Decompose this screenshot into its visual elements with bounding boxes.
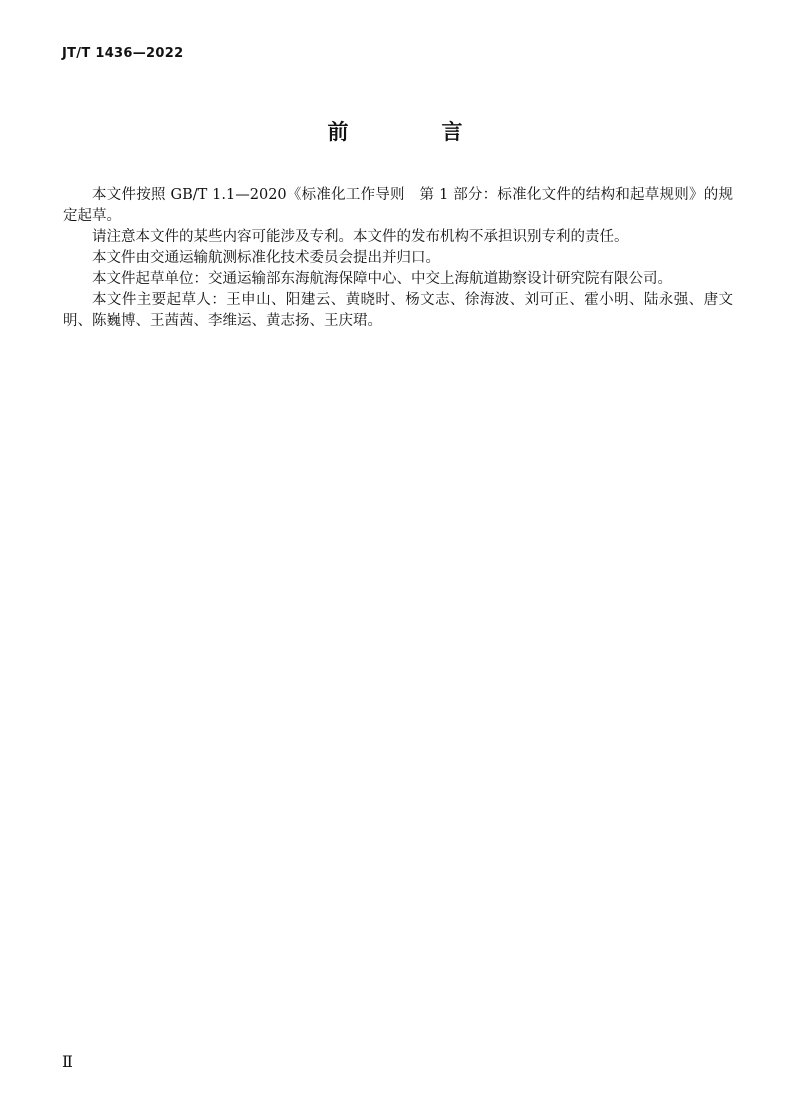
page-title: 前 言	[327, 120, 499, 144]
paragraph-drafters: 本文件主要起草人：王申山、阳建云、黄晓时、杨文志、徐海波、刘可正、霍小明、陆永强、唐文明、陈巍博、王茜茜、李维运、黄志扬、王庆珺。	[63, 292, 733, 329]
paragraph-proposer: 本文件由交通运输航测标准化技术委员会提出并归口。	[92, 250, 440, 266]
paragraph-drafting-rules: 本文件按照 GB/T 1.1—2020《标准化工作导则 第 1 部分：标准化文件的结构和起草规则》的规定起草。	[63, 187, 733, 224]
foreword-body	[63, 185, 733, 332]
page-number: Ⅱ	[62, 1052, 73, 1071]
paragraph-patent-notice: 请注意本文件的某些内容可能涉及专利。本文件的发布机构不承担识别专利的责任。	[92, 229, 629, 245]
standard-code-header: JT/T 1436—2022	[62, 46, 184, 61]
paragraph-drafting-units: 本文件起草单位：交通运输部东海航海保障中心、中交上海航道勘察设计研究院有限公司。	[92, 271, 672, 287]
